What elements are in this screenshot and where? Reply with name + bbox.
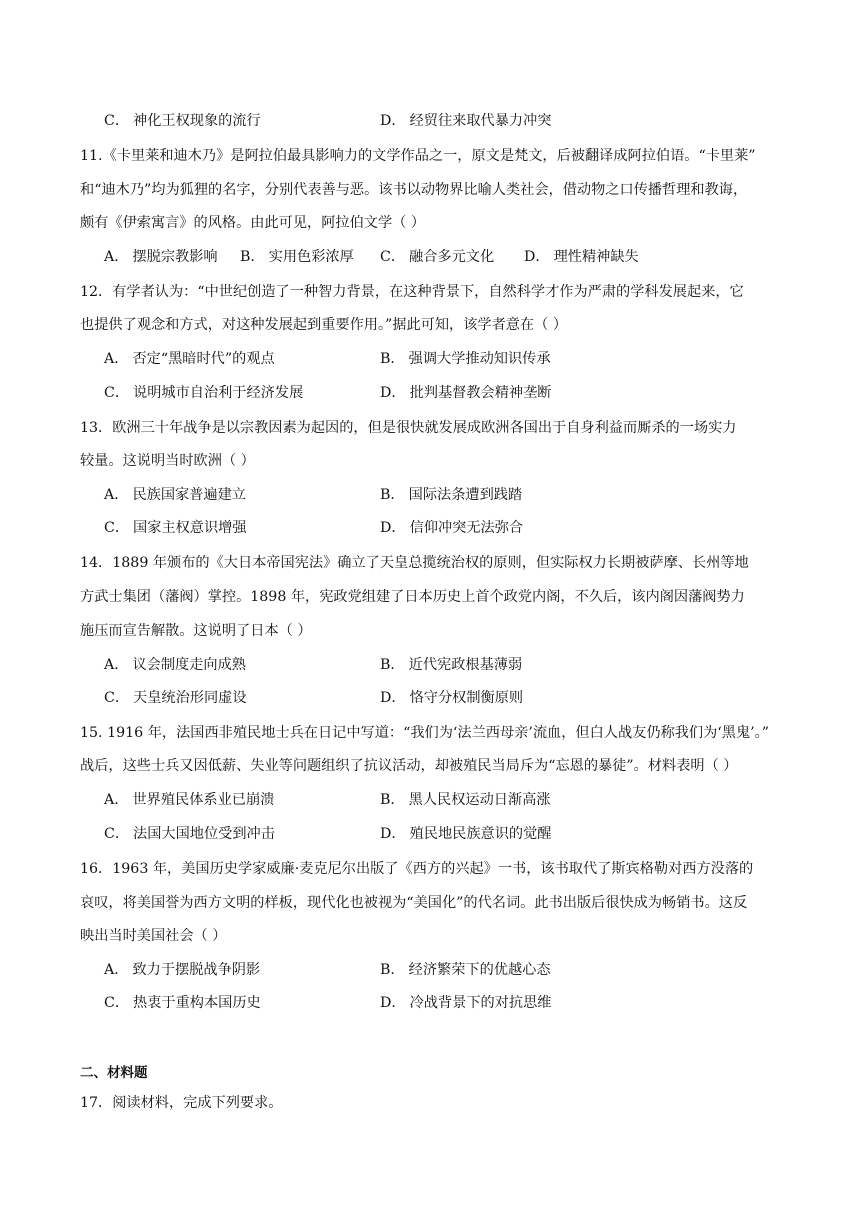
q15-option-b: B． 黑人民权运动日渐高涨 bbox=[380, 792, 551, 808]
q14-option-c: C． 天皇统治形同虚设 bbox=[104, 690, 247, 706]
q12-stem-line-2: 也提供了观念和方式，对这种发展起到重要作用。”据此可知，该学者意在（ ） bbox=[80, 317, 568, 333]
q15-stem-line-1: 15. 1916 年，法国西非殖民地士兵在日记中写道：“我们为‘法兰西母亲’流血，但白人战友仍称我们为‘黑鬼’。” bbox=[80, 725, 770, 741]
q12-option-c: C． 说明城市自治利于经济发展 bbox=[104, 385, 304, 401]
q14-options-row-2 bbox=[104, 688, 780, 708]
q13-option-d: D． 信仰冲突无法弥合 bbox=[380, 520, 524, 536]
q15-option-c: C． 法国大国地位受到冲击 bbox=[104, 826, 275, 842]
q15-stem-line-2: 战后，这些士兵又因低薪、失业等问题组织了抗议活动，却被殖民当局斥为“忘恩的暴徒”。材料表明（ ） bbox=[80, 758, 738, 774]
q14-options-row-1 bbox=[104, 655, 780, 675]
q16-option-d: D． 冷战背景下的对抗思维 bbox=[380, 995, 552, 1011]
section-heading: 二、材料题 bbox=[80, 1065, 148, 1081]
q13-stem-line-2: 较量。这说明当时欧洲（ ） bbox=[80, 453, 255, 469]
q14-stem-line-2: 方武士集团（藩阀）掌控。1898 年，宪政党组建了日本历史上首个政党内阁，不久后，该内阁因藩阀势力 bbox=[80, 589, 745, 605]
q10-option-c: C． 神化王权现象的流行 bbox=[104, 113, 261, 129]
q13-options-row-2 bbox=[104, 518, 780, 538]
q10-option-d: D． 经贸往来取代暴力冲突 bbox=[380, 113, 552, 129]
q16-option-c: C． 热衷于重构本国历史 bbox=[104, 995, 261, 1011]
q16-stem-line-3: 映出当时美国社会（ ） bbox=[80, 928, 227, 944]
q12-options-row-1 bbox=[104, 349, 780, 369]
q11-stem-line-3: 颇有《伊索寓言》的风格。由此可见，阿拉伯文学（ ） bbox=[80, 215, 426, 231]
q14-stem-line-3: 施压而宣告解散。这说明了日本（ ） bbox=[80, 623, 312, 639]
q15-option-d: D． 殖民地民族意识的觉醒 bbox=[380, 826, 552, 842]
q13-option-c: C． 国家主权意识增强 bbox=[104, 520, 247, 536]
q15-option-a: A． 世界殖民体系业已崩溃 bbox=[104, 792, 275, 808]
q14-option-b: B． 近代宪政根基薄弱 bbox=[380, 657, 523, 673]
q12-options-row-2 bbox=[104, 383, 780, 403]
q10-options-row-2 bbox=[104, 111, 780, 131]
q11-stem-line-2: 和“迪木乃”均为狐狸的名字，分别代表善与恶。该书以动物界比喻人类社会，借动物之口传播哲理和教诲， bbox=[80, 182, 748, 198]
q12-stem-line-1: 12．有学者认为：“中世纪创造了一种智力背景，在这种背景下，自然科学才作为严肃的学科发展起来，它 bbox=[80, 284, 744, 300]
q12-option-b: B． 强调大学推动知识传承 bbox=[380, 351, 551, 367]
q17-stem-line-1: 17．阅读材料，完成下列要求。 bbox=[80, 1095, 283, 1111]
q11-stem-line-1: 11.《卡里莱和迪木乃》是阿拉伯最具影响力的文学作品之一，原文是梵文，后被翻译成阿拉伯语。“卡里莱” bbox=[80, 148, 756, 164]
q16-option-b: B． 经济繁荣下的优越心态 bbox=[380, 962, 551, 978]
q11-options-row bbox=[104, 247, 780, 267]
q15-options-row-1 bbox=[104, 790, 780, 810]
q13-option-b: B． 国际法条遭到践踏 bbox=[380, 487, 523, 503]
q16-stem-line-1: 16．1963 年，美国历史学家威廉·麦克尼尔出版了《西方的兴起》一书，该书取代了斯宾格勒对西方没落的 bbox=[80, 861, 754, 877]
q11-option-d: D． 理性精神缺失 bbox=[524, 249, 639, 265]
q16-options-row-2 bbox=[104, 993, 780, 1013]
q13-options-row-1 bbox=[104, 485, 780, 505]
q13-option-a: A． 民族国家普遍建立 bbox=[104, 487, 246, 503]
q14-stem-line-1: 14．1889 年颁布的《大日本帝国宪法》确立了天皇总揽统治权的原则，但实际权力长期被萨摩、长州等地 bbox=[80, 555, 749, 571]
q15-options-row-2 bbox=[104, 824, 780, 844]
q14-option-a: A． 议会制度走向成熟 bbox=[104, 657, 246, 673]
q14-option-d: D． 恪守分权制衡原则 bbox=[380, 690, 524, 706]
q16-options-row-1 bbox=[104, 960, 780, 980]
q12-option-d: D． 批判基督教会精神垄断 bbox=[380, 385, 552, 401]
q11-option-c: C． 融合多元文化 bbox=[380, 249, 495, 265]
q11-option-a: A． 摆脱宗教影响 bbox=[104, 249, 218, 265]
q16-stem-line-2: 哀叹，将美国誉为西方文明的样板，现代化也被视为“美国化”的代名词。此书出版后很快成为畅销书。这反 bbox=[80, 895, 748, 911]
q11-option-b: B． 实用色彩浓厚 bbox=[240, 249, 354, 265]
q16-option-a: A． 致力于摆脱战争阴影 bbox=[104, 962, 261, 978]
q13-stem-line-1: 13．欧洲三十年战争是以宗教因素为起因的，但是很快就发展成欧洲各国出于自身利益而厮杀的一场实力 bbox=[80, 420, 737, 436]
q12-option-a: A． 否定“黑暗时代”的观点 bbox=[104, 351, 275, 367]
